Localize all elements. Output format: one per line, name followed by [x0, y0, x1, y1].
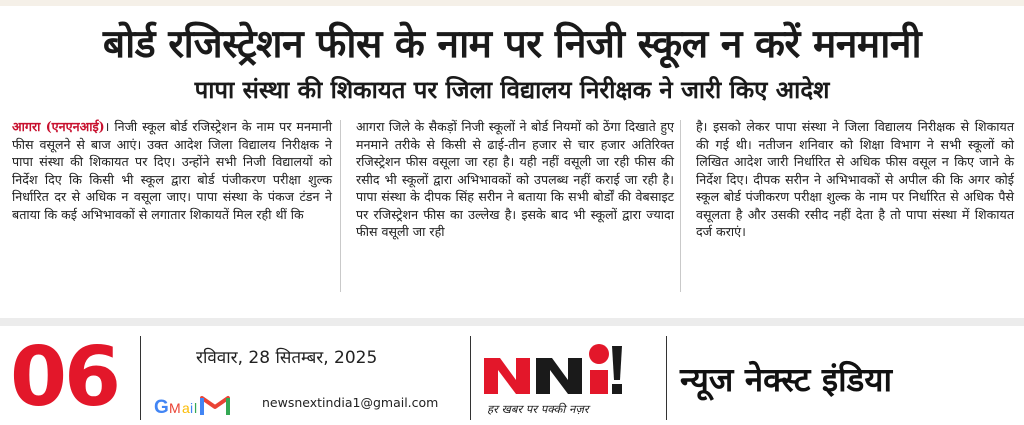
svg-text:M: M	[169, 400, 181, 416]
article-column-1	[12, 118, 332, 223]
column-1-text: । निजी स्कूल बोर्ड रजिस्ट्रेशन के नाम पर मनमानी फीस वसूलने से बाज आएं। उक्त आदेश जिला विद्यालय निरीक्षक ने पापा संस्था की शिकायत पर दिए। उन्होंने सभी निजी विद्यालयों को निर्देश दिए कि किसी भी स्कूल द्वारा बोर्ड पंजीकरण परीक्षा शुल्क निर्धारित दर से अधिक न वसूला जाए। पापा संस्था के पंकज टंडन ने बताया कि कई अभिभावकों से लगातार शिकायतें मिल रही थीं कि	[12, 119, 332, 222]
brand-name: न्यूज नेक्स्ट इंडिया	[680, 360, 893, 399]
contact-email: newsnextindia1@gmail.com	[262, 395, 439, 410]
tagline: हर खबर पर पक्की नज़र	[487, 402, 589, 416]
headline: बोर्ड रजिस्ट्रेशन फीस के नाम पर निजी स्कूल न करें मनमानी	[102, 22, 922, 67]
footer-divider-bar	[0, 318, 1024, 326]
svg-text:l: l	[194, 400, 198, 416]
article-column-3	[696, 118, 1014, 241]
svg-text:a: a	[182, 400, 190, 416]
footer-separator	[666, 336, 667, 420]
top-strip	[0, 0, 1024, 6]
svg-text:i: i	[190, 400, 194, 416]
column-2-text: आगरा जिले के सैकड़ों निजी स्कूलों ने बोर्ड नियमों को ठेंगा दिखाते हुए मनमाने तरीके से किसी से ढाई-तीन हजार से चार हजार अतिरिक्त रजिस्ट्रेशन फीस वसूला जा रहा है। यही नहीं वसूली जा रही फीस की रसीद भी स्कूलों द्वारा अभिभावकों को उपलब्ध नहीं कराई जा रही है। पापा संस्था के दीपक सिंह सरीन ने बताया कि सभी बोर्डों की वेबसाइट पर रजिस्ट्रेशन फीस का उल्लेख है। इसके बाद भी स्कूलों द्वारा ज्यादा फीस वसूली जा रही	[356, 119, 674, 239]
gmail-logo	[153, 388, 249, 420]
article-column-2	[356, 118, 674, 241]
svg-text:G: G	[154, 397, 169, 418]
column-divider	[340, 120, 341, 292]
article-body	[12, 118, 1018, 294]
page-number: 06	[10, 330, 119, 425]
dateline: आगरा (एनएनआई)	[12, 119, 105, 134]
column-divider	[680, 120, 681, 292]
column-3-text: है। इसको लेकर पापा संस्था ने जिला विद्यालय निरीक्षक से शिकायत की गई थी। नतीजन शनिवार को शिक्षा विभाग ने सभी स्कूलों को लिखित आदेश जारी निर्धारित से अधिक फीस वसूल न किए जाने के निर्देश दिए। दीपक सरीन ने अभिभावकों से अपील की कि अगर कोई स्कूल बोर्ड पंजीकरण परीक्षा शुल्क के नाम पर निर्धारित से अधिक पैसे वसूलता है और उसकी रसीद नहीं देता है तो पापा संस्था में शिकायत दर्ज कराएं।	[696, 119, 1014, 239]
footer-separator	[470, 336, 471, 420]
subheadline: पापा संस्था की शिकायत पर जिला विद्यालय निरीक्षक ने जारी किए आदेश	[194, 76, 830, 104]
footer-separator	[140, 336, 141, 420]
nni-logo	[480, 340, 656, 396]
issue-date: रविवार, 28 सितम्बर, 2025	[196, 348, 378, 368]
